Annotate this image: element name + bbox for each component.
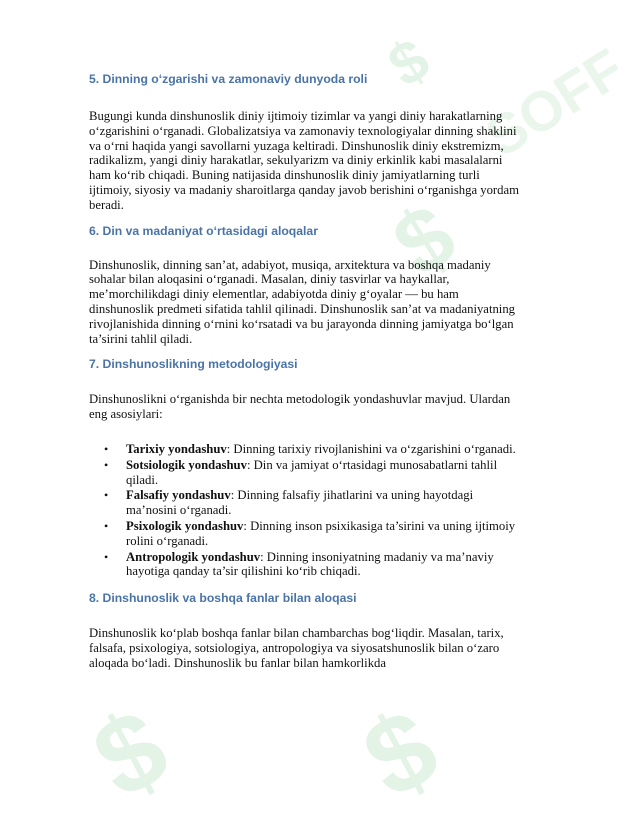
list-item-text: : Din va jamiyat o‘rtasidagi munosabatlarni tahlil qiladi. [126,457,498,487]
section-heading-6: 6. Din va madaniyat o‘rtasidagi aloqalar [89,223,318,238]
list-item [89,488,519,518]
list-item [89,519,519,549]
section-paragraph-7: Dinshunoslikni o‘rganishda bir nechta metodologik yondashuvlar mavjud. Ulardan eng asosiylari: [89,392,511,422]
section-heading-5: 5. Dinning o‘zgarishi va zamonaviy dunyoda roli [89,72,368,86]
list-item-term: Falsafiy yondashuv [126,488,231,503]
bullet-icon: • [104,549,109,564]
bullet-icon: • [104,488,109,503]
watermark-text: SOFF [474,36,635,169]
list-item [89,458,519,488]
list-item-term: Tarixiy yondashuv [126,441,227,456]
section-heading-7: 7. Dinshunoslikning metodologiyasi [89,357,298,372]
watermark-glyph-large: $ [377,185,473,297]
list-item [89,550,519,580]
section-heading-8: 8. Dinshunoslik va boshqa fanlar bilan aloqasi [89,591,357,606]
list-item-term: Sotsiologik yondashuv [126,457,247,472]
watermark-glyph-bottom-right: $ [344,684,457,823]
list-item-term: Antropologik yondashuv [126,549,261,564]
list-item-text: : Dinning tarixiy rivojlanishini va o‘zgarishini o‘rganadi. [226,441,516,456]
document-body [89,72,519,671]
watermark-glyph: $ [376,25,441,100]
watermark-glyph-bottom-left: $ [74,684,187,823]
section-paragraph-5: Bugungi kunda dinshunoslik diniy ijtimoiy tizimlar va yangi diniy harakatlarning o‘zgarishini o‘rganadi. Globalizatsiya va zamonaviy texnologiyalar dinning shaklini va o‘rni haqida yangi savollarni yuzaga keltiradi. Dinshunoslik diniy ekstremizm, radikalizm, yangi diniy harakatlar, sekulyarizm va diniy erkinlik kabi masalalarni ham ko‘rib chiqadi. Buning natijasida dinshunoslik diniy jamiyatlarning turli ijtimoiy, siyosiy va madaniy sharoitlarga qanday javob berishini o‘rganishga yordam beradi. [89,109,519,212]
bullet-icon: • [104,457,109,472]
methodology-list [89,442,519,579]
section-paragraph-8: Dinshunoslik ko‘plab boshqa fanlar bilan chambarchas bog‘liqdir. Masalan, tarix, falsafa, psixologiya, sotsiologiya, antropologiya va siyosatshunoslik bilan o‘zaro aloqada bo‘ladi. Dinshunoslik bu fanlar bilan hamkorlikda [89,626,504,670]
list-item [89,442,519,457]
list-item-term: Psixologik yondashuv [126,518,244,533]
list-item-text: : Dinning falsafiy jihatlarini va uning hayotdagi ma’nosini o‘rganadi. [126,488,474,518]
bullet-icon: • [104,441,109,456]
list-item-text: : Dinning inson psixikasiga ta’sirini va uning ijtimoiy rolini o‘rganadi. [126,518,516,548]
bullet-icon: • [104,518,109,533]
section-paragraph-6: Dinshunoslik, dinning san’at, adabiyot, musiqa, arxitektura va boshqa madaniy sohalar bilan aloqasini o‘rganadi. Masalan, diniy tasvirlar va haykallar, me’morchilikdagi diniy elementlar, adabiyotda diniy g‘oyalar — bu ham dinshunoslik predmeti sifatida tahlil qilinadi. Dinshunoslik san’at va madaniyatning rivojlanishida dinning o‘rnini ko‘rsatadi va bu jarayonda dinning jamiyatga bo‘lgan ta’sirini tahlil qiladi. [89,257,516,346]
list-item-text: : Dinning insoniyatning madaniy va ma’naviy hayotiga qanday ta’sir qilishini ko‘rib chiqadi. [126,549,494,579]
